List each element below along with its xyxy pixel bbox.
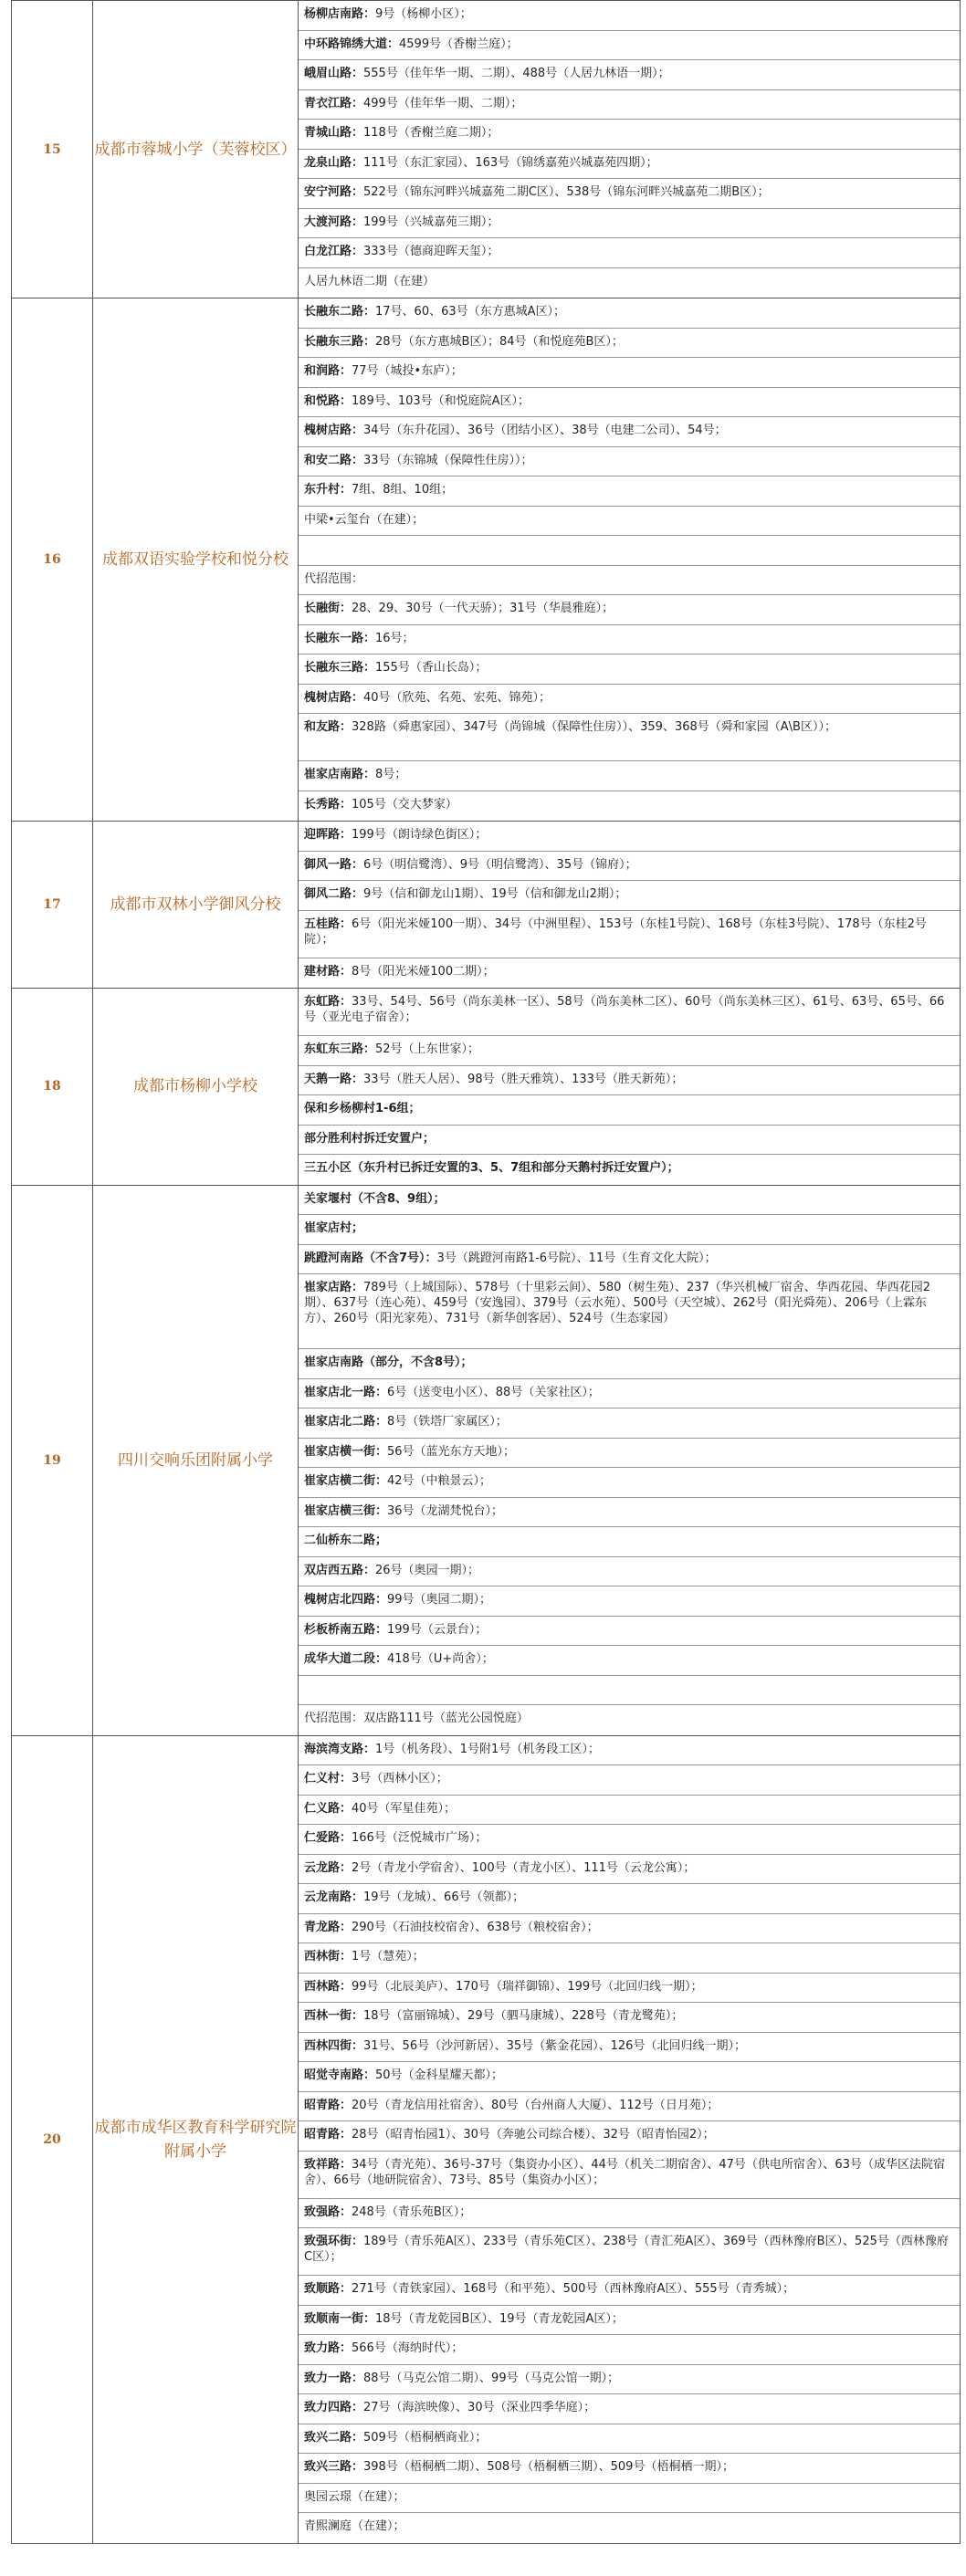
road-name: 致力一路： xyxy=(304,2371,364,2385)
zone-line xyxy=(299,1126,960,1156)
road-name: 云龙路： xyxy=(304,1860,352,1875)
address-detail: 4599号（香榭兰庭）； xyxy=(399,37,519,51)
road-name: 崔家店横一街： xyxy=(304,1444,388,1459)
zone-list xyxy=(299,822,961,989)
address-detail: 111号（东汇家园）、163号（锦绣嘉苑兴城嘉苑四期）； xyxy=(363,155,658,170)
address-detail: 398号（梧桐栖二期）、508号（梧桐栖三期）、509号（梧桐栖一期）； xyxy=(363,2460,734,2474)
address-detail: 509号（梧桐栖商业）； xyxy=(363,2430,488,2445)
zone-list xyxy=(299,1185,961,1735)
address-detail: 7组、8组、10组； xyxy=(352,483,454,497)
road-name: 西林一街： xyxy=(304,2009,364,2023)
road-name: 长融东三路： xyxy=(304,334,376,349)
zone-line xyxy=(299,1439,960,1469)
address-detail: 118号（香榭兰庭二期）； xyxy=(363,126,499,140)
road-name: 建材路： xyxy=(304,964,352,979)
road-name: 崔家店南路： xyxy=(304,768,376,781)
road-name: 御风一路： xyxy=(304,857,364,872)
address-detail: 34号（青光苑）、36号-37号（集资办小区）、44号（机关二期宿舍）、47号（供电所宿舍）、63号（成华区法院宿舍）、66号（地研院宿舍）、73号、85号（集资办小区）； xyxy=(304,2157,945,2187)
zone-line xyxy=(299,2152,960,2199)
address-detail: 789号（上城国际）、578号（十里彩云间）、580（树生苑）、237（华兴机械厂宿舍、华西花园、华西花园2期）、637号（连心苑）、459号（安逸园）、379号（云水苑）、500号（天空城）、262号（阳光舜苑）、206号（上霖东方）、260号（阳光家苑）、731号（新华创客居）、524号（生态家园） xyxy=(304,1281,931,1325)
address-detail: 26号（奥园一期）； xyxy=(375,1563,480,1577)
address-detail: 499号（佳年华一期、二期）； xyxy=(363,96,523,110)
zone-line xyxy=(299,2121,960,2152)
address-detail: 19号（龙城）、66号（领都）； xyxy=(363,1890,525,1904)
zone-line xyxy=(299,1736,960,1766)
road-name: 白龙江路： xyxy=(304,245,364,258)
road-name: 昭觉寺南路： xyxy=(304,2068,376,2082)
address-detail: 18号（青龙乾园B区）、19号（青龙乾园A区）； xyxy=(375,2311,624,2326)
school-name: 成都市成华区教育科学研究院附属小学 xyxy=(93,1735,299,2543)
address-detail: 99号（奥园二期）； xyxy=(387,1593,492,1607)
address-detail: 31号、56号（沙河新居）、35号（紫金花园）、126号（北回归线一期）； xyxy=(363,2038,746,2053)
address-detail: 33号、54号、56号（尚东美林一区）、58号（尚东美林二区）、60号（尚东美林三区）、61号、63号、65号、66号（亚光电子宿舍）； xyxy=(304,995,945,1024)
zone-line xyxy=(299,1036,960,1066)
address-detail: 27号（海滨映像）、30号（深业四季华庭）； xyxy=(363,2401,596,2414)
address-detail: 34号（东升花园）、36号（团结小区）、38号（电建二公司）、54号； xyxy=(363,424,727,437)
address-detail: 9号（杨柳小区）； xyxy=(375,7,472,21)
road-name: 大渡河路： xyxy=(304,215,364,229)
road-name: 致力四路： xyxy=(304,2401,364,2414)
zone-line xyxy=(299,2394,960,2424)
road-name: 致强路： xyxy=(304,2204,352,2219)
road-name: 青龙路： xyxy=(304,1920,352,1934)
zone-line xyxy=(299,1943,960,1974)
road-name: 槐树店北四路： xyxy=(304,1593,388,1607)
road-name: 致兴二路： xyxy=(304,2430,364,2445)
road-name: 西林四街： xyxy=(304,2038,364,2053)
zone-line xyxy=(299,388,960,418)
address-detail: 290号（石油技校宿舍）、638号（粮校宿舍）； xyxy=(352,1920,599,1934)
zone-line xyxy=(299,1498,960,1528)
road-name: 崔家店南路（部分，不含8号）； xyxy=(304,1356,473,1369)
address-detail: 17号、60、63号（东方惠城A区）； xyxy=(375,305,566,319)
address-detail: 555号（佳年华一期、二期）、488号（人居九林语一期）； xyxy=(363,67,670,80)
road-name: 杉板桥南五路： xyxy=(304,1622,388,1637)
address-detail: 248号（青乐苑B区）； xyxy=(352,2204,472,2219)
address-detail: 333号（德商迎晖天玺）； xyxy=(363,245,499,258)
road-name: 杨柳店南路： xyxy=(304,7,376,21)
zone-line xyxy=(299,1557,960,1587)
road-name: 西林街： xyxy=(304,1950,352,1963)
zone-line xyxy=(299,476,960,507)
address-detail: 8号； xyxy=(375,768,407,781)
address-detail: 199号（云景台）； xyxy=(387,1622,488,1637)
address-detail: 3号（西林小区）； xyxy=(352,1772,448,1785)
zone-line xyxy=(299,989,960,1036)
school-name: 成都市蓉城小学（芙蓉校区） xyxy=(93,1,299,298)
address-detail: 199号（兴城嘉苑三期）； xyxy=(363,215,499,229)
zone-line xyxy=(299,90,960,120)
zone-line xyxy=(299,1155,960,1185)
road-name: 崔家店横二街： xyxy=(304,1474,388,1488)
address-detail: 16号； xyxy=(375,631,415,645)
group-number: 17 xyxy=(12,822,93,989)
road-name: 成华大道二段： xyxy=(304,1652,388,1666)
zone-line xyxy=(299,714,960,761)
school-group-row xyxy=(12,1185,961,1735)
zone-line xyxy=(299,1974,960,2004)
address-detail: 189号、103号（和悦庭院A区）； xyxy=(352,393,530,408)
road-name: 东虹路： xyxy=(304,995,352,1009)
road-name: 部分胜利村拆迁安置户； xyxy=(304,1131,436,1146)
zone-line xyxy=(299,1379,960,1409)
road-name: 东虹东三路： xyxy=(304,1042,376,1056)
address-detail: 1号（机务段）、1号附1号（机务段工区）； xyxy=(375,1742,600,1756)
road-name: 槐树店路： xyxy=(304,424,364,437)
address-detail: 40号（欣苑、名苑、宏苑、锦苑）； xyxy=(363,690,551,705)
school-name: 四川交响乐团附属小学 xyxy=(93,1185,299,1735)
address-detail: 566号（海纳时代）； xyxy=(352,2341,464,2355)
address-detail: 328路（舜惠家园）、347号（尚锦城（保障性住房））、359、368号（舜和家园（A\B区））； xyxy=(352,720,836,734)
zone-line xyxy=(299,1586,960,1617)
address-detail: 418号（U+尚舍）； xyxy=(387,1652,494,1666)
address-detail: 28号（昭青怡园1）、30号（奔驰公司综合楼）、32号（昭青怡园2）； xyxy=(352,2128,715,2141)
road-name: 龙泉山路： xyxy=(304,155,364,170)
school-group-row xyxy=(12,989,961,1186)
road-name: 和安二路： xyxy=(304,453,364,467)
zone-line xyxy=(299,625,960,655)
zone-line xyxy=(299,507,960,537)
zone-line xyxy=(299,1855,960,1885)
school-name: 成都双语实验学校和悦分校 xyxy=(93,298,299,822)
school-group-row xyxy=(12,298,961,822)
zone-line xyxy=(299,1796,960,1826)
zone-line xyxy=(299,2092,960,2122)
road-name: 崔家店路： xyxy=(304,1281,364,1294)
zone-line xyxy=(299,1274,960,1349)
zone-line xyxy=(299,2062,960,2092)
road-name: 中环路锦绣大道： xyxy=(304,37,400,51)
address-detail: 8号（铁塔厂家属区）； xyxy=(387,1415,508,1429)
road-name: 安宁河路： xyxy=(304,185,364,199)
road-name: 和悦路： xyxy=(304,393,352,408)
address-detail: 青熙澜庭（在建）； xyxy=(304,2519,405,2533)
address-detail: 189号（青乐苑A区）、233号（青乐苑C区）、238号（青汇苑A区）、369号（西林豫府B区）、525号（西林豫府C区）； xyxy=(304,2235,949,2264)
zone-list xyxy=(299,1735,961,2543)
school-zone-table-body xyxy=(12,1,961,2544)
road-name: 崔家店北一路： xyxy=(304,1385,388,1399)
road-name: 五桂路： xyxy=(304,916,352,931)
road-name: 昭青路： xyxy=(304,2128,352,2141)
zone-line xyxy=(299,2306,960,2336)
road-name: 峨眉山路： xyxy=(304,67,364,80)
road-name: 崔家店村； xyxy=(304,1221,364,1235)
school-name: 成都市双林小学御风分校 xyxy=(93,822,299,989)
zone-line xyxy=(299,60,960,90)
zone-line xyxy=(299,2484,960,2514)
zone-line xyxy=(299,1095,960,1126)
road-name: 致顺南一街： xyxy=(304,2311,376,2326)
zone-line xyxy=(299,1215,960,1245)
zone-list xyxy=(299,298,961,822)
address-detail: 271号（青铁家园）、168号（和平苑）、500号（西林豫府A区）、555号（青秀城）； xyxy=(352,2282,795,2296)
road-name: 长融东三路： xyxy=(304,661,376,675)
road-name: 崔家店北二路： xyxy=(304,1415,388,1429)
zone-line xyxy=(299,1617,960,1647)
zone-line xyxy=(299,685,960,715)
address-detail: 人居九林语二期（在建） xyxy=(304,274,436,288)
zone-line xyxy=(299,1408,960,1439)
zone-line xyxy=(299,1245,960,1275)
zone-line xyxy=(299,1825,960,1855)
address-detail: 166号（泛悦城市广场）； xyxy=(352,1831,488,1845)
group-number: 20 xyxy=(12,1735,93,2543)
address-detail: 56号（蓝光东方天地）； xyxy=(387,1444,516,1459)
zone-line xyxy=(299,417,960,447)
road-name: 长秀路： xyxy=(304,797,352,812)
zone-line xyxy=(299,1676,960,1706)
zone-line xyxy=(299,958,960,989)
zone-line xyxy=(299,2335,960,2365)
address-detail: 6号（阳光米娅100一期）、34号（中洲里程）、153号（东桂1号院）、168号（东桂3号院）、178号（东桂2号院）； xyxy=(304,916,927,947)
address-detail: 代招范围：双店路111号（蓝光公园悦庭） xyxy=(304,1712,529,1725)
road-name: 致顺路： xyxy=(304,2282,352,2296)
road-name: 长融东二路： xyxy=(304,305,376,319)
group-number: 15 xyxy=(12,1,93,298)
zone-line xyxy=(299,1914,960,1944)
zone-line xyxy=(299,881,960,911)
address-detail: 8号（阳光米娅100二期）； xyxy=(352,964,495,979)
address-detail: 代招范围： xyxy=(304,571,364,586)
road-name: 致力路： xyxy=(304,2341,352,2355)
zone-line xyxy=(299,2003,960,2033)
school-group-row xyxy=(12,822,961,989)
address-detail: 88号（马克公馆二期）、99号（马克公馆一期）； xyxy=(363,2371,620,2385)
address-detail: 20号（青龙信用社宿舍）、80号（台州商人大厦）、112号（日月苑）； xyxy=(352,2098,719,2112)
zone-line xyxy=(299,238,960,268)
school-group-row xyxy=(12,1735,961,2543)
zone-line xyxy=(299,1765,960,1796)
address-detail: 3号（跳蹬河南路1-6号院）、11号（生育文化大院）； xyxy=(436,1251,717,1265)
address-detail: 18号（富丽锦城）、29号（驷马康城）、228号（青龙鹭苑）； xyxy=(363,2009,684,2023)
zone-line xyxy=(299,761,960,791)
address-detail: 199号（朗诗绿色街区）； xyxy=(352,828,488,842)
road-name: 仁义路： xyxy=(304,1801,352,1816)
road-name: 仁义村： xyxy=(304,1772,352,1785)
road-name: 和友路： xyxy=(304,720,352,734)
road-name: 西林路： xyxy=(304,1979,352,1994)
zone-line xyxy=(299,1066,960,1096)
address-detail: 中梁•云玺台（在建）； xyxy=(304,512,425,527)
address-detail: 155号（香山长岛）； xyxy=(375,661,488,675)
road-name: 二仙桥东二路； xyxy=(304,1534,388,1547)
address-detail: 1号（慧苑）； xyxy=(352,1950,425,1963)
zone-line xyxy=(299,1468,960,1498)
group-number: 19 xyxy=(12,1185,93,1735)
zone-list xyxy=(299,1,961,298)
zone-line xyxy=(299,595,960,625)
zone-line xyxy=(299,2199,960,2229)
address-detail: 77号（城投•东庐）； xyxy=(352,364,463,378)
school-zone-table xyxy=(11,0,961,2544)
group-number: 16 xyxy=(12,298,93,822)
zone-line xyxy=(299,31,960,61)
road-name: 青城山路： xyxy=(304,126,364,140)
road-name: 崔家店横三街： xyxy=(304,1503,388,1518)
address-detail: 28号（东方惠城B区）；84号（和悦庭苑B区）； xyxy=(375,334,624,349)
zone-line xyxy=(299,566,960,596)
zone-line xyxy=(299,1186,960,1216)
address-detail: 28、29、30号（一代天骄）；31号（华晨雅庭）； xyxy=(352,602,614,615)
zone-line xyxy=(299,1,960,31)
road-name: 天鹅一路： xyxy=(304,1072,364,1086)
zone-line xyxy=(299,911,960,958)
zone-line xyxy=(299,2424,960,2455)
zone-line xyxy=(299,2033,960,2063)
road-name: 长融街： xyxy=(304,602,352,615)
zone-line xyxy=(299,1705,960,1735)
zone-line xyxy=(299,822,960,852)
school-name: 成都市杨柳小学校 xyxy=(93,989,299,1186)
school-group-row xyxy=(12,1,961,298)
address-detail: 522号（锦东河畔兴城嘉苑二期C区）、538号（锦东河畔兴城嘉苑二期B区）； xyxy=(363,185,770,199)
zone-list xyxy=(299,989,961,1186)
zone-line xyxy=(299,120,960,150)
road-name: 东升村： xyxy=(304,483,352,497)
road-name: 槐树店路： xyxy=(304,690,364,705)
zone-line xyxy=(299,179,960,209)
zone-line xyxy=(299,536,960,566)
zone-line xyxy=(299,2454,960,2484)
road-name: 关家堰村（不含8、9组）； xyxy=(304,1191,446,1206)
road-name: 保和乡杨柳村1-6组； xyxy=(304,1102,421,1115)
zone-line xyxy=(299,358,960,388)
road-name: 跳蹬河南路（不含7号）： xyxy=(304,1251,437,1265)
address-detail: 99号（北辰美庐）、170号（瑞祥御锦）、199号（北回归线一期）； xyxy=(352,1979,703,1994)
zone-line xyxy=(299,1349,960,1379)
road-name: 御风二路： xyxy=(304,887,364,901)
address-detail: 40号（军星佳苑）； xyxy=(352,1801,457,1816)
address-detail: 6号（送变电小区）、88号（关家社区）； xyxy=(387,1385,600,1399)
road-name: 仁爱路： xyxy=(304,1831,352,1845)
road-name: 致祥路： xyxy=(304,2157,352,2172)
address-detail: 36号（龙湖梵悦台）； xyxy=(387,1503,504,1518)
road-name: 致强环街： xyxy=(304,2235,364,2248)
address-detail: 42号（中粮景云）； xyxy=(387,1474,492,1488)
road-name: 三五小区（东升村已拆迁安置的3、5、7组和部分天鹅村拆迁安置户）； xyxy=(304,1161,679,1175)
zone-line xyxy=(299,268,960,298)
road-name: 昭青路： xyxy=(304,2098,352,2112)
address-detail: 33号（胜天人居）、98号（胜天雅筑）、133号（胜天新苑）； xyxy=(363,1072,684,1086)
zone-line xyxy=(299,2365,960,2395)
road-name: 海滨湾支路： xyxy=(304,1742,376,1756)
address-detail: 52号（上东世家）； xyxy=(375,1042,480,1056)
address-detail: 105号（交大梦家） xyxy=(352,797,457,812)
zone-line xyxy=(299,209,960,239)
zone-line xyxy=(299,852,960,882)
address-detail: 6号（明信鹭湾）、9号（明信鹭湾）、35号（锦府）； xyxy=(363,857,637,872)
zone-line xyxy=(299,1646,960,1676)
road-name: 双店西五路： xyxy=(304,1563,376,1577)
zone-line xyxy=(299,2228,960,2276)
road-name: 长融东一路： xyxy=(304,631,376,645)
address-detail: 50号（金科星耀天都）； xyxy=(375,2068,504,2082)
group-number: 18 xyxy=(12,989,93,1186)
zone-line xyxy=(299,150,960,180)
address-detail: 2号（青龙小学宿舍）、100号（青龙小区）、111号（云龙公寓）； xyxy=(352,1860,696,1875)
zone-line xyxy=(299,1884,960,1914)
road-name: 和润路： xyxy=(304,364,352,378)
road-name: 致兴三路： xyxy=(304,2460,364,2474)
zone-line xyxy=(299,654,960,685)
zone-line xyxy=(299,791,960,822)
zone-line xyxy=(299,298,960,329)
zone-line xyxy=(299,447,960,477)
address-detail: 33号（东锦城（保障性住房））； xyxy=(363,453,533,467)
road-name: 迎晖路： xyxy=(304,828,352,842)
road-name: 青衣江路： xyxy=(304,96,364,110)
address-detail: 9号（信和御龙山1期）、19号（信和御龙山2期）； xyxy=(363,887,627,901)
zone-line xyxy=(299,2276,960,2306)
zone-line xyxy=(299,1527,960,1557)
zone-line xyxy=(299,329,960,359)
address-detail: 奥园云璟（在建）； xyxy=(304,2489,405,2504)
zone-line xyxy=(299,2513,960,2543)
road-name: 云龙南路： xyxy=(304,1890,364,1904)
